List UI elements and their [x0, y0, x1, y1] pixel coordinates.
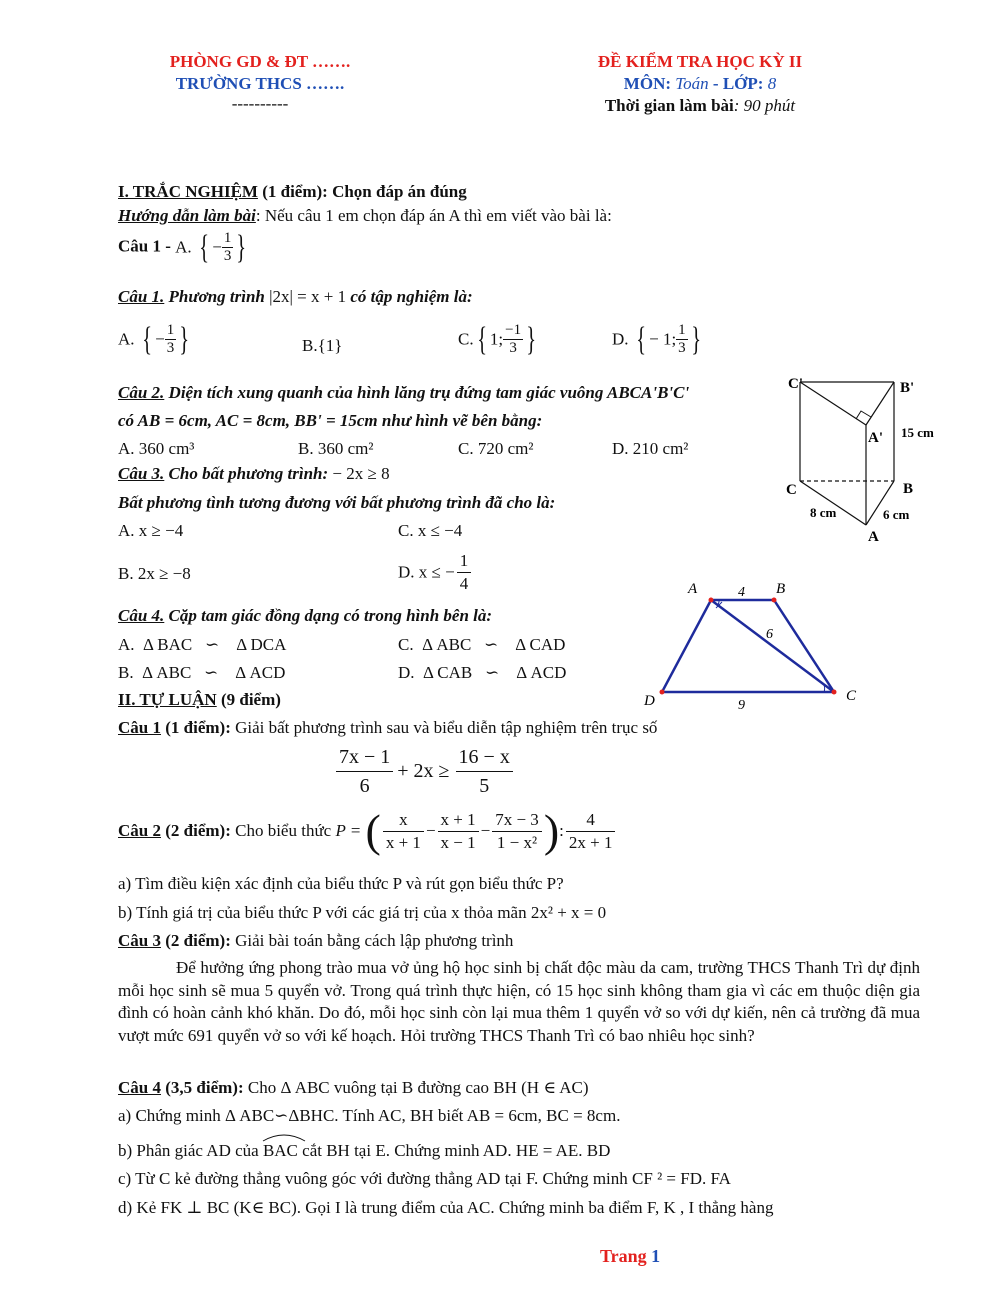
- q1-label: Câu 1.: [118, 287, 165, 306]
- page-number: [600, 1246, 660, 1267]
- c4-line: [118, 1078, 589, 1098]
- option-set: {1}: [317, 336, 343, 355]
- q2-option-c: C. 720 cm²: [458, 439, 534, 458]
- fraction: $\frac{1}{3}$: [166, 322, 175, 356]
- fraction: $\frac{1}{3}$: [223, 230, 232, 264]
- fraction: $\frac{1}{4}$: [457, 550, 472, 595]
- part1-title: [118, 182, 467, 202]
- fraction: $\frac{4}{2x + 1}$: [566, 809, 616, 854]
- q1-text-end: có tập nghiệm là:: [350, 287, 473, 306]
- q4-option-d: D. Δ CAB ∽ Δ ACD: [398, 663, 567, 682]
- school-dept: PHÒNG GD & ĐT …….: [169, 52, 351, 71]
- exam-time: [520, 96, 880, 116]
- q4-option-c: C. Δ ABC ∽ Δ CAD: [398, 635, 566, 654]
- q1-option-a: [118, 322, 193, 357]
- label-a: A: [868, 529, 879, 545]
- grade-label: - LỚP:: [708, 74, 764, 93]
- label-c: C: [786, 482, 797, 498]
- fraction: $\frac{7x - 3}{\text{1 − x²}}$: [492, 809, 542, 854]
- part2-title: [118, 690, 281, 710]
- paren-right: ): [543, 805, 560, 856]
- minus-sign: −: [212, 237, 222, 257]
- paren-left: (: [365, 805, 381, 856]
- subject-label: MÔN:: [623, 74, 672, 93]
- c1-points: (1 điểm):: [160, 718, 231, 737]
- example-option: A.: [175, 237, 192, 257]
- brace-left: {: [476, 320, 487, 358]
- c3-problem: Để hưởng ứng phong trào mua vở ủng hộ học sinh bị chất độc màu da cam, trường THCS Thanh Trì dự định mỗi học sinh sẽ mua 5 quyển vở. Trong quá trình thực hiện, có 15 học sinh không tham gia vì các em thuộc diện gia đình có hoàn cảnh khó khăn. Do đó, mỗi học sinh còn lại mua thêm 1 quyển vở so với dự kiến, nên cả trường đã mua vượt mức 691 quyển vở so với kế hoạch. Hỏi trường THCS Thanh Trì có bao nhiêu học sinh?: [118, 958, 920, 1045]
- example-prefix: Câu 1 -: [118, 236, 176, 256]
- fraction: $\frac{1}{3}$: [678, 322, 686, 356]
- q2-line1: [118, 383, 689, 403]
- c1-label: Câu 1: [118, 718, 161, 737]
- c2-part-a: a) Tìm điều kiện xác định của biểu thức P và rút gọn biểu thức P?: [118, 874, 564, 893]
- c2-points: (2 điểm):: [160, 821, 231, 840]
- label-b: B: [903, 481, 914, 497]
- c2-line: Câu 2 (2 điểm): Cho biểu thức P = ( $\frac{x}{x + 1}$ − $\frac{x + 1}{x - 1}$ − $\frac{7x - 3}{\text{1 − x²}}$ ): $\frac{4}{2x + 1}$: [118, 808, 617, 854]
- q2-text: Diện tích xung quanh của hình lăng trụ đứng tam giác vuông ABCA'B'C': [164, 383, 690, 402]
- brace-right: }: [526, 320, 537, 358]
- c4-text: Cho Δ ABC vuông tại B đường cao BH (H ∈ AC): [243, 1078, 589, 1097]
- page-label: Trang: [600, 1246, 647, 1266]
- label-ab: 6 cm: [883, 507, 910, 522]
- q1-option-d: [612, 322, 704, 357]
- fraction: $\frac{-1}{3}$: [505, 322, 522, 356]
- label-height: 15 cm: [901, 425, 934, 440]
- c4-b-pre: b) Phân giác AD của: [118, 1141, 263, 1160]
- trapezoid-figure: [640, 578, 880, 718]
- q4-text: Cặp tam giác đồng dạng có trong hình bên là:: [164, 606, 493, 625]
- q4-option-b: B. Δ ABC ∽ Δ ACD: [118, 663, 286, 682]
- guide-line: [118, 206, 612, 226]
- part2-heading: II. TỰ LUẬN: [118, 690, 217, 709]
- part2-heading-rest: (9 điểm): [216, 690, 281, 709]
- q3-option-d: [398, 550, 473, 595]
- label-ac: 8 cm: [810, 505, 837, 520]
- fraction: $\frac{x + 1}{x - 1}$: [438, 809, 479, 854]
- c1-text: Giải bất phương trình sau và biểu diễn tập nghiệm trên trục số: [230, 718, 658, 737]
- grade-value: 8: [767, 74, 777, 93]
- label-c1: C': [788, 376, 803, 392]
- brace-left: {: [199, 228, 209, 266]
- q1-option-b: [302, 336, 342, 356]
- c4-b-post: cắt BH tại E. Chứng minh AD. HE = AE. BD: [297, 1141, 611, 1160]
- brace-right: }: [690, 320, 701, 358]
- c1-inequality: [334, 743, 515, 800]
- header-dashes: ----------: [231, 94, 289, 113]
- angle-bac: BAC: [263, 1141, 298, 1161]
- q1-text: Phương trình: [164, 287, 270, 306]
- option-pre: − 1;: [649, 329, 677, 349]
- guide-text: : Nếu câu 1 em chọn đáp án A thì em viết vào bài là:: [255, 206, 612, 225]
- c3-label: Câu 3: [118, 931, 161, 950]
- q1-equation: |2x| = x + 1: [269, 287, 347, 306]
- q2-option-a: A. 360 cm³: [118, 439, 195, 458]
- option-pre: 1;: [489, 329, 504, 349]
- label-c: C: [846, 688, 857, 704]
- option-letter: A.: [118, 329, 135, 349]
- c3-line: [118, 931, 513, 951]
- q1-line: [118, 287, 473, 307]
- fraction: $\frac{7x - 1}{6}$: [336, 743, 393, 800]
- fraction: $\frac{x}{x + 1}$: [383, 809, 424, 854]
- label-ab: 4: [738, 585, 745, 600]
- q3-line1: [118, 464, 390, 484]
- brace-left: {: [636, 320, 646, 358]
- school-name: TRƯỜNG THCS …….: [175, 74, 345, 93]
- q3-option-b: B. 2x ≥ −8: [118, 564, 191, 583]
- label-a: A: [688, 581, 698, 597]
- q3-line2: Bất phương tình tương đương với bất phương trình đã cho là:: [118, 493, 556, 512]
- option-letter: C.: [458, 329, 474, 349]
- prism-figure: [780, 370, 950, 550]
- exam-subject: [520, 74, 880, 94]
- page-num: 1: [651, 1246, 661, 1266]
- c4-part-a: a) Chứng minh Δ ABC∽ΔBHC. Tính AC, BH biết AB = 6cm, BC = 8cm.: [118, 1106, 621, 1125]
- exam-title: ĐỀ KIỂM TRA HỌC KỲ II: [597, 52, 803, 71]
- c4-part-b: [118, 1141, 610, 1161]
- c1-mid: + 2x ≥: [397, 760, 450, 782]
- brace-right: }: [236, 228, 247, 266]
- c1-line: [118, 718, 657, 738]
- subject-value: Toán: [675, 74, 709, 93]
- label-a1: A': [868, 430, 883, 446]
- c4-points: (3,5 điểm):: [160, 1078, 244, 1097]
- guide-label: Hướng dẫn làm bài: [118, 206, 256, 225]
- q3-option-a: A. x ≥ −4: [118, 521, 184, 540]
- q2-option-d: D. 210 cm²: [612, 439, 689, 458]
- time-value: : 90 phút: [733, 96, 796, 115]
- c2-part-b: b) Tính giá trị của biểu thức P với các giá trị của x thỏa mãn 2x² + x = 0: [118, 903, 607, 922]
- q2-option-b: B. 360 cm²: [298, 439, 374, 458]
- q4-label: Câu 4.: [118, 606, 165, 625]
- q3-text: Cho bất phương trình:: [164, 464, 333, 483]
- c3-text: Giải bài toán bằng cách lập phương trình: [230, 931, 514, 950]
- example-answer: [118, 230, 250, 265]
- option-letter: D.: [612, 329, 629, 349]
- label-b1: B': [900, 380, 915, 396]
- c2-text: Cho biểu thức: [230, 821, 336, 840]
- label-b: B: [776, 581, 786, 597]
- c2-label: Câu 2: [118, 821, 161, 840]
- q4-option-a: A. Δ BAC ∽ Δ DCA: [118, 635, 287, 654]
- fraction: $\frac{16 - x}{5}$: [456, 743, 513, 800]
- label-dc: 9: [738, 698, 745, 713]
- q3-inequality: − 2x ≥ 8: [332, 464, 390, 483]
- brace-right: }: [179, 320, 190, 358]
- c3-points: (2 điểm):: [160, 931, 231, 950]
- q1-option-c: [458, 322, 539, 357]
- part1-heading: I. TRẮC NGHIỆM: [118, 182, 258, 201]
- c4-label: Câu 4: [118, 1078, 161, 1097]
- option-text: D. x ≤ −: [398, 562, 455, 582]
- q2-label: Câu 2.: [118, 383, 165, 402]
- option-letter: B.: [302, 336, 318, 355]
- q3-label: Câu 3.: [118, 464, 165, 483]
- brace-left: {: [142, 320, 152, 358]
- q3-option-c: C. x ≤ −4: [398, 521, 463, 540]
- minus-sign: −: [155, 329, 165, 349]
- label-bc: 6: [766, 627, 773, 642]
- c2-p: P =: [335, 821, 362, 840]
- time-label: Thời gian làm bài: [604, 96, 734, 115]
- q2-line2: có AB = 6cm, AC = 8cm, BB' = 15cm như hình vẽ bên bằng:: [118, 411, 543, 430]
- part1-heading-rest: (1 điểm): Chọn đáp án đúng: [257, 182, 467, 201]
- label-d: D: [644, 693, 655, 709]
- q4-line: [118, 606, 492, 626]
- c4-part-c: c) Từ C kẻ đường thẳng vuông góc với đường thẳng AD tại F. Chứng minh CF ² = FD. FA: [118, 1169, 731, 1188]
- c4-part-d: d) Kẻ FK ⊥ BC (K∈ BC). Gọi I là trung điểm của AC. Chứng minh ba điểm F, K , I thẳng hàng: [118, 1198, 774, 1217]
